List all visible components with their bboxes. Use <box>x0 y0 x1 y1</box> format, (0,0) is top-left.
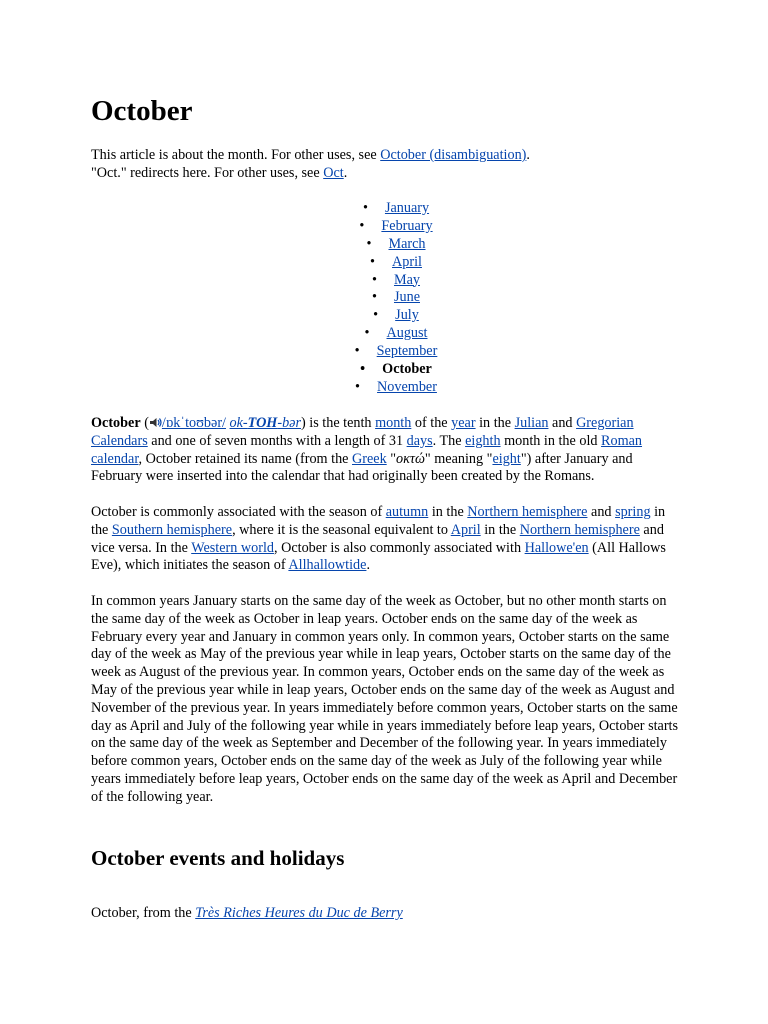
month-entry <box>366 235 426 254</box>
month-link-march[interactable]: March <box>388 235 426 252</box>
page-title: October <box>91 95 193 127</box>
month-list-item <box>91 361 723 379</box>
month-entry <box>354 343 438 361</box>
season-paragraph: October is commonly associated with the season of autumn in the Northern hemisphere and spring in the Southern hemisphere, where it is the seasonal equivalent to April in the Northern hemisphere and vice versa. In the Western world, October is also commonly associated with Hallowe'en (All Hallows Eve), which initiates the season of Allhallowtide. <box>91 504 666 574</box>
hatnote-line-disambiguation: This article is about the month. For other uses, see October (disambiguation). <box>91 147 530 163</box>
image-caption: October, from the Très Riches Heures du Duc de Berry <box>91 905 403 921</box>
intro-paragraph: October ( /ɒkˈtoʊbər/ ok-TOH-bər) is the tenth month of the year in the Julian and Gregorian Calendars and one of seven months with a length of 31 days. The eighth month in the old Roman calendar, October retained its name (from the Greek "οκτώ" meaning "eight") after January and February were inserted into the calendar that had originally been created by the Romans. <box>91 415 643 485</box>
spring-link[interactable]: spring <box>615 504 651 520</box>
month-link-may[interactable]: May <box>393 271 420 288</box>
greek-word: οκτώ <box>396 450 425 467</box>
western-world-link[interactable]: Western world <box>191 539 274 556</box>
hatnote-line-oct-redirect: "Oct." redirects here. For other uses, see Oct. <box>91 164 348 181</box>
month-link-july[interactable]: July <box>395 307 419 324</box>
tres-riches-heures-link[interactable]: Très Riches Heures du Duc de Berry <box>195 905 403 921</box>
julian-link[interactable]: Julian <box>514 415 549 431</box>
month-link-august[interactable]: August <box>386 325 428 342</box>
roman-calendar-link[interactable]: Roman calendar <box>91 432 643 467</box>
month-entry <box>371 289 420 307</box>
southern-hemisphere-link[interactable]: Southern hemisphere <box>111 521 233 538</box>
bullet-icon: • <box>373 307 379 324</box>
eight-link[interactable]: eight <box>492 450 521 467</box>
eighth-link[interactable]: eighth <box>465 432 501 449</box>
month-list-item <box>91 236 723 254</box>
oct-link[interactable]: Oct <box>323 164 344 181</box>
month-link[interactable]: month <box>375 415 412 431</box>
gregorian-calendars-link[interactable]: Gregorian Calendars <box>91 415 634 449</box>
intro-bold-term: October <box>91 415 141 431</box>
bullet-icon: • <box>362 200 368 216</box>
current-month-label: October <box>382 361 432 378</box>
bullet-icon: • <box>354 343 360 360</box>
month-list-item <box>91 200 723 218</box>
month-list-item <box>91 272 723 290</box>
respelling-link[interactable]: ok-TOH-bər <box>229 415 301 431</box>
month-entry <box>364 325 428 343</box>
april-link[interactable]: April <box>450 521 481 538</box>
month-navigation-list <box>91 200 723 397</box>
bullet-icon: • <box>355 378 361 395</box>
calendar-paragraph: In common years January starts on the same day of the week as October, but no other month starts on the same day of the week as October in leap years. October ends on the same day of the week as February every year and January in common years only. In common years, October starts on the same day of the week as May of the previous year while in leap years, October starts on the same day of the week as August of the previous year. In common years, October ends on the same day of the week as May of the previous year while in leap years, October ends on the same day of the week as August and November of the previous year. In years immediately before common years, October starts on the same day as April and July of the following year while in years immediately before leap years, October starts on the same day of the week as September and December of the following year. In years immediately before common years, October ends on the same day of the week as July of the following year while years immediately before leap years, October ends on the same day of the week as April and December of the following year. <box>91 593 679 805</box>
month-entry <box>355 378 437 397</box>
month-list-item <box>91 289 723 307</box>
year-link[interactable]: year <box>451 415 476 431</box>
bullet-icon: • <box>359 217 365 234</box>
month-link-september[interactable]: September <box>376 343 438 360</box>
month-entry <box>371 271 420 290</box>
month-list-item <box>91 307 723 325</box>
bullet-icon: • <box>371 289 377 306</box>
bullet-icon: • <box>360 361 366 378</box>
greek-link[interactable]: Greek <box>352 450 387 467</box>
month-entry <box>359 217 433 236</box>
speaker-icon[interactable] <box>149 417 162 428</box>
autumn-link[interactable]: autumn <box>385 504 429 520</box>
month-link-june[interactable]: June <box>393 289 420 306</box>
month-list-item <box>91 379 723 397</box>
ipa-pronunciation-link[interactable]: /ɒkˈtoʊbər/ <box>161 415 226 431</box>
month-list-item <box>91 343 723 361</box>
hatnote <box>91 147 683 183</box>
events-heading: October events and holidays <box>91 846 345 870</box>
bullet-icon: • <box>364 325 370 342</box>
october-disambiguation-link[interactable]: October (disambiguation) <box>380 147 527 163</box>
month-list-item <box>91 325 723 343</box>
bullet-icon: • <box>371 271 377 288</box>
halloween-link[interactable]: Hallowe'en <box>524 539 589 556</box>
month-link-april[interactable]: April <box>392 253 422 270</box>
days-link[interactable]: days <box>406 432 433 449</box>
month-entry <box>362 200 430 218</box>
bullet-icon: • <box>366 235 372 252</box>
month-link-january[interactable]: January <box>384 200 430 216</box>
month-link-november[interactable]: November <box>377 378 437 395</box>
month-list-item <box>91 254 723 272</box>
month-entry <box>373 307 419 325</box>
bullet-icon: • <box>370 253 375 270</box>
allhallowtide-link[interactable]: Allhallowtide <box>288 557 367 574</box>
northern-hemisphere-link[interactable]: Northern hemisphere <box>467 504 588 520</box>
month-link-february[interactable]: February <box>381 217 433 234</box>
northern-hemisphere-link-2[interactable]: Northern hemisphere <box>519 521 640 538</box>
month-entry <box>370 253 422 272</box>
month-list-item <box>91 218 723 236</box>
month-entry <box>360 361 432 379</box>
